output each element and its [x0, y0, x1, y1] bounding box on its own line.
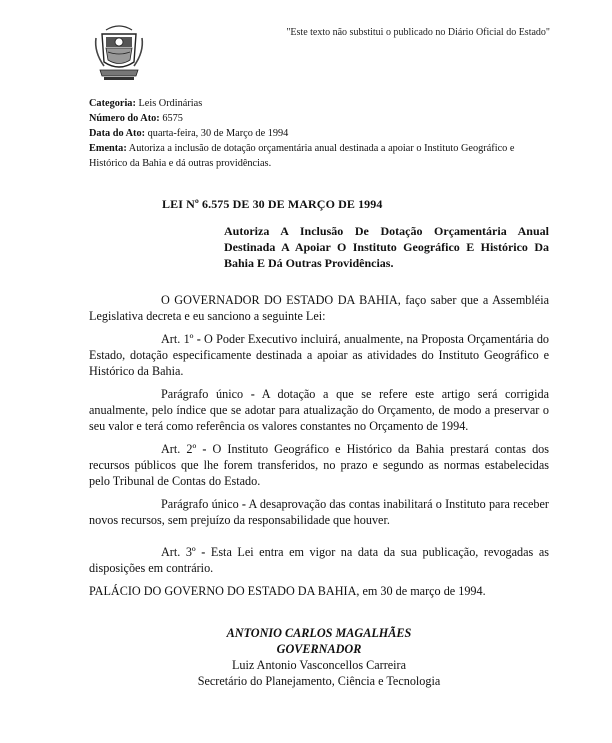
act-number-value: 6575 [162, 113, 183, 124]
secretary-name: Luiz Antonio Vasconcellos Carreira [231, 658, 407, 672]
ementa-label: Ementa: [89, 143, 127, 154]
sole-paragraph-lead: Parágrafo único [161, 387, 244, 401]
law-summary: Autoriza A Inclusão De Dotação Orçamentária Anual Destinada A Apoiar O Instituto Geográfico E Histórico Da Bahia E Dá Outras Providências. [224, 224, 549, 270]
category-row [89, 96, 549, 111]
act-number-label: Número do Ato: [89, 113, 160, 124]
law-title: LEI Nº 6.575 DE 30 DE MARÇO DE 1994 [162, 197, 383, 211]
state-coat-of-arms-icon [92, 22, 146, 82]
secretary-title: Secretário do Planejamento, Ciência e Tecnologia [197, 674, 441, 688]
article-dash: - [241, 497, 246, 511]
article-3-paragraph [89, 544, 549, 576]
ementa-value: Autoriza a inclusão de dotação orçamentária anual destinada a apoiar o Instituto Geográfico e Histórico da Bahia e dá outras providências. [89, 143, 515, 169]
article-1-lead: Art. 1º [161, 332, 194, 346]
sole-paragraph-lead: Parágrafo único [161, 497, 239, 511]
preamble-paragraph: O GOVERNADOR DO ESTADO DA BAHIA, faço saber que a Assembléia Legislativa decreta e eu sanciono a seguinte Lei: [89, 293, 549, 323]
act-date-row [89, 126, 549, 141]
ementa-row [89, 141, 549, 171]
governor-name: ANTONIO CARLOS MAGALHÃES [226, 626, 412, 640]
article-2-sole-paragraph [89, 496, 549, 528]
act-number-row [89, 111, 549, 126]
article-dash: - [196, 332, 201, 346]
category-label: Categoria: [89, 98, 136, 109]
sole-paragraph-text: A dotação a que se refere este artigo será corrigida anualmente, pelo índice que se adotar para atualização do Orçamento, de modo a preservar o seu valor e terá como referência os valores constantes no Orçamento de 1994. [89, 387, 549, 433]
disclaimer-note: "Este texto não substitui o publicado no Diário Oficial do Estado" [286, 27, 550, 38]
article-1-sole-paragraph [89, 386, 549, 434]
sole-paragraph-text: A desaprovação das contas inabilitará o Instituto para receber novos recursos, sem prejuízo da responsabilidade que houver. [89, 497, 549, 527]
article-1-paragraph [89, 331, 549, 379]
article-3-text: Esta Lei entra em vigor na data da sua publicação, revogadas as disposições em contrário. [89, 545, 549, 575]
category-value: Leis Ordinárias [138, 98, 203, 109]
article-2-text: O Instituto Geográfico e Histórico da Bahia prestará contas dos recursos públicos que lhe forem transferidos, no prazo e segundo as normas estabelecidas pelo Tribunal de Contas do Estado. [89, 442, 550, 488]
article-dash: - [202, 442, 207, 456]
governor-title: GOVERNADOR [276, 642, 362, 656]
act-date-value: quarta-feira, 30 de Março de 1994 [147, 128, 289, 139]
act-date-label: Data do Ato: [89, 128, 146, 139]
palace-closing-line: PALÁCIO DO GOVERNO DO ESTADO DA BAHIA, em 30 de março de 1994. [89, 584, 486, 598]
article-2-lead: Art. 2º [161, 442, 197, 456]
article-3-lead: Art. 3º [161, 545, 196, 559]
act-metadata [89, 96, 549, 171]
article-dash: - [250, 387, 255, 401]
article-2-paragraph [89, 441, 549, 489]
article-dash: - [201, 545, 206, 559]
article-1-text: O Poder Executivo incluirá, anualmente, na Proposta Orçamentária do Estado, dotação especificamente destinada a apoiar as atividades do Instituto Geográfico e Histórico da Bahia. [89, 332, 550, 378]
